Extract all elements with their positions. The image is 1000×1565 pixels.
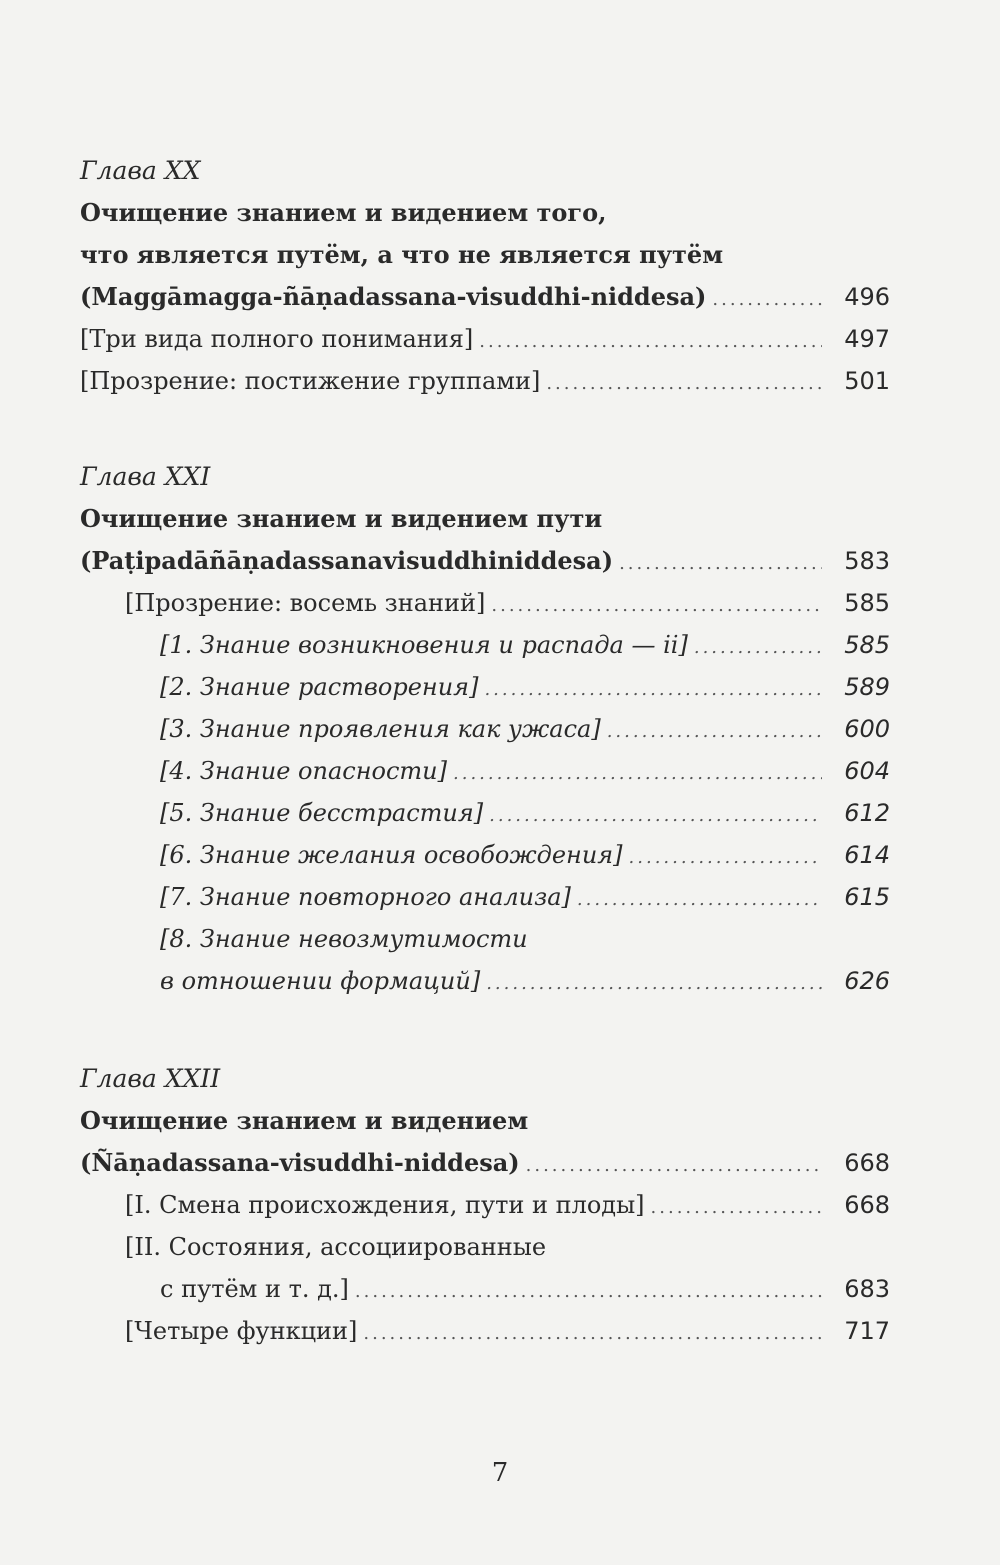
dot-leader (546, 363, 822, 405)
toc-entry-text: (Paṭipadāñāṇadassanavisuddhiniddesa) (80, 546, 614, 575)
dot-leader (526, 1145, 822, 1187)
toc-page-number: 585 (844, 589, 890, 617)
toc-entry-text: [2. Знание растворения] (160, 673, 479, 701)
toc-entry[interactable] (80, 708, 890, 750)
toc-page-number: 496 (844, 283, 890, 311)
toc-entry-text: [Четыре функции] (125, 1317, 358, 1345)
dot-leader (607, 711, 822, 753)
toc-page-number: 717 (844, 1317, 890, 1345)
toc-entry-text: [Прозрение: восемь знаний] (125, 589, 486, 617)
toc-entry[interactable] (80, 1142, 890, 1184)
toc-entry[interactable] (80, 1310, 890, 1352)
chapter-xx (80, 150, 890, 402)
toc-entry-text: (Ñāṇadassana-visuddhi-niddesa) (80, 1148, 520, 1177)
toc-entry[interactable] (80, 1268, 890, 1310)
toc-page-number: 583 (844, 547, 890, 575)
toc-entry-text: [I. Смена происхождения, пути и плоды] (125, 1191, 645, 1219)
chapter-label: Глава XX (80, 156, 201, 185)
dot-leader (651, 1187, 822, 1229)
toc-page-number: 615 (844, 883, 890, 911)
toc-entry-first-line[interactable]: [8. Знание невозмутимости (160, 925, 528, 953)
toc-entry[interactable] (80, 540, 890, 582)
toc-entry-text: [Три вида полного понимания] (80, 325, 474, 353)
toc-page-number: 501 (844, 367, 890, 395)
toc-entry[interactable] (80, 1184, 890, 1226)
toc-entry-first-line[interactable]: [II. Состояния, ассоциированные (125, 1233, 547, 1261)
chapter-xxii (80, 1058, 890, 1352)
toc-page-number: 589 (844, 673, 890, 701)
toc-page-number: 612 (844, 799, 890, 827)
toc-page-number: 683 (844, 1275, 890, 1303)
toc-entry-text: [7. Знание повторного анализа] (160, 883, 571, 911)
dot-leader (619, 543, 822, 585)
dot-leader (694, 627, 822, 669)
toc-page-number: 600 (844, 715, 890, 743)
dot-leader (484, 669, 822, 711)
toc-entry-text: в отношении формаций] (160, 967, 481, 995)
chapter-title-line: Очищение знанием и видением пути (80, 504, 603, 533)
toc-entry[interactable] (80, 792, 890, 834)
dot-leader (453, 753, 822, 795)
chapter-title-line: Очищение знанием и видением того, (80, 198, 607, 227)
dot-leader (577, 879, 822, 921)
toc-entry[interactable] (80, 960, 890, 1002)
chapter-label: Глава XXI (80, 462, 211, 491)
toc-entry[interactable] (80, 360, 890, 402)
toc-entry-text: [4. Знание опасности] (160, 757, 447, 785)
toc-entry[interactable] (80, 750, 890, 792)
toc-entry-text: (Maggāmagga-ñāṇadassana-visuddhi-niddesa) (80, 282, 707, 311)
toc-page-number: 497 (844, 325, 890, 353)
dot-leader (712, 279, 822, 321)
chapter-title-line: что является путём, а что не является путём (80, 240, 724, 269)
dot-leader (491, 585, 822, 627)
chapter-title-line: Очищение знанием и видением (80, 1106, 529, 1135)
dot-leader (486, 963, 822, 1005)
toc-entry-text: [3. Знание проявления как ужаса] (160, 715, 601, 743)
toc-page-number: 604 (844, 757, 890, 785)
toc-entry[interactable] (80, 624, 890, 666)
dot-leader (489, 795, 822, 837)
toc-page-number: 668 (844, 1149, 890, 1177)
toc-entry-text: [Прозрение: постижение группами] (80, 367, 541, 395)
toc-entry[interactable] (80, 876, 890, 918)
toc-entry[interactable] (80, 582, 890, 624)
toc-entry-text: [5. Знание бесстрастия] (160, 799, 484, 827)
toc-entry[interactable] (80, 666, 890, 708)
toc-page-number: 626 (844, 967, 890, 995)
page-number: 7 (491, 1458, 509, 1488)
toc-page-number: 668 (844, 1191, 890, 1219)
toc-entry[interactable] (80, 834, 890, 876)
dot-leader (479, 321, 822, 363)
chapter-xxi (80, 456, 890, 1002)
toc-page-number: 585 (844, 631, 890, 659)
toc-entry[interactable] (80, 318, 890, 360)
toc-page-number: 614 (844, 841, 890, 869)
toc-entry[interactable] (80, 276, 890, 318)
toc-entry-text: [1. Знание возникновения и распада — ii] (160, 631, 688, 659)
chapter-label: Глава XXII (80, 1064, 221, 1093)
dot-leader (629, 837, 822, 879)
dot-leader (363, 1313, 822, 1355)
toc-entry-text: [6. Знание желания освобождения] (160, 841, 623, 869)
dot-leader (355, 1271, 822, 1313)
toc-entry-text: с путём и т. д.] (160, 1275, 349, 1303)
